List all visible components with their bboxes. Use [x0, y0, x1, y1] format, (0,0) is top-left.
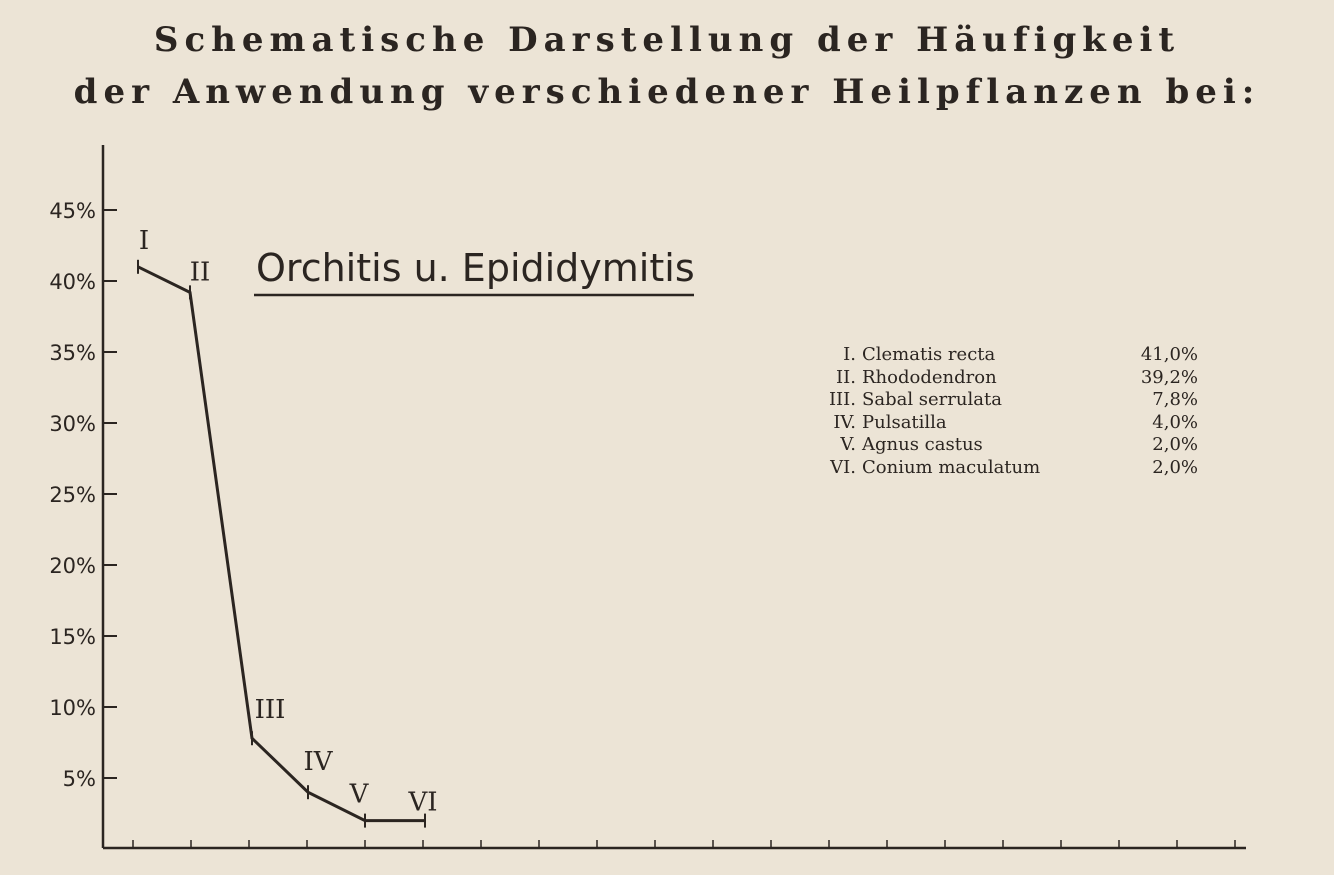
- point-label-iv: IV: [303, 747, 333, 778]
- y-tick-label: 20%: [49, 554, 96, 578]
- legend: [790, 344, 1198, 479]
- y-tick-label: 35%: [49, 341, 96, 365]
- legend-row: [790, 412, 1198, 435]
- legend-name: Conium maculatum: [862, 456, 1041, 478]
- series-line: [138, 267, 425, 821]
- legend-name: Agnus castus: [862, 434, 983, 455]
- point-label-vi: VI: [408, 787, 438, 818]
- y-tick-label: 10%: [49, 696, 96, 720]
- legend-num: V.: [840, 434, 856, 455]
- point-label-ii: II: [189, 257, 211, 288]
- y-tick-label: 30%: [49, 412, 96, 436]
- point-label-v: V: [349, 779, 369, 810]
- legend-num: IV.: [833, 411, 856, 433]
- point-label-iii: III: [254, 695, 286, 726]
- chart-subtitle: Orchitis u. Epididymitis: [256, 246, 695, 290]
- legend-name: Pulsatilla: [862, 411, 947, 433]
- y-tick-label: 45%: [49, 199, 96, 223]
- legend-row: [790, 389, 1198, 412]
- y-tick-label: 15%: [49, 625, 96, 649]
- point-labels: [139, 226, 438, 818]
- legend-value: 2,0%: [1152, 434, 1198, 455]
- legend-num: III.: [828, 389, 856, 410]
- y-tick-label: 40%: [49, 270, 96, 294]
- legend-value: 2,0%: [1152, 456, 1198, 478]
- data-series: [138, 260, 425, 828]
- y-axis-ticks: [49, 199, 117, 791]
- y-tick-label: 5%: [62, 767, 96, 791]
- chart-title-line-1: Schematische Darstellung der Häufigkeit: [153, 20, 1181, 60]
- legend-num: VI.: [830, 456, 856, 478]
- legend-value: 41,0%: [1140, 344, 1198, 365]
- chart-title-line-2: der Anwendung verschiedener Heilpflanzen bei:: [73, 72, 1261, 112]
- legend-value: 7,8%: [1152, 389, 1198, 410]
- y-tick-label: 25%: [49, 483, 96, 507]
- legend-name: Rhododendron: [862, 366, 997, 388]
- legend-name: Sabal serrulata: [862, 389, 1002, 410]
- legend-row: [790, 434, 1198, 457]
- legend-name: Clematis recta: [862, 344, 996, 365]
- legend-row: [790, 457, 1198, 480]
- legend-row: [790, 344, 1198, 367]
- legend-value: 39,2%: [1140, 366, 1198, 388]
- legend-value: 4,0%: [1152, 411, 1198, 433]
- legend-num: I.: [843, 344, 856, 365]
- legend-row: [790, 367, 1198, 390]
- legend-num: II.: [836, 366, 856, 388]
- point-label-i: I: [138, 225, 150, 256]
